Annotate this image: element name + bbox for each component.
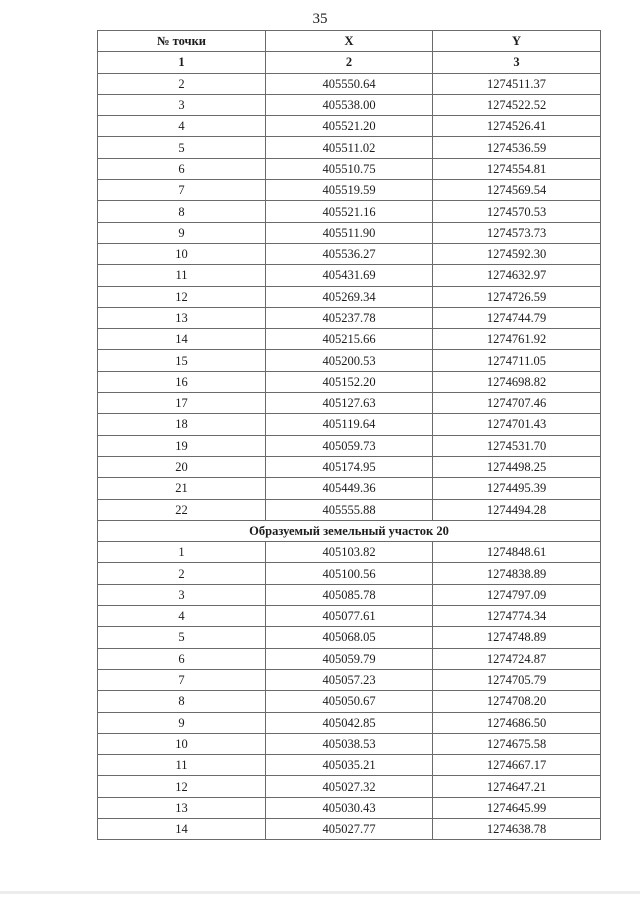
point-number-cell: 11 [98, 755, 266, 776]
table-row [98, 158, 601, 179]
x-coordinate-cell: 405127.63 [266, 393, 433, 414]
point-number-cell: 4 [98, 116, 266, 137]
point-number-cell: 6 [98, 158, 266, 179]
point-number-cell: 1 [98, 542, 266, 563]
x-coordinate-cell: 405119.64 [266, 414, 433, 435]
table-row [98, 243, 601, 264]
x-coordinate-cell: 405100.56 [266, 563, 433, 584]
y-coordinate-cell: 1274848.61 [433, 542, 601, 563]
y-coordinate-cell: 1274698.82 [433, 371, 601, 392]
table-row [98, 414, 601, 435]
point-number-cell: 10 [98, 733, 266, 754]
table-row [98, 755, 601, 776]
point-number-cell: 3 [98, 94, 266, 115]
y-coordinate-cell: 1274495.39 [433, 478, 601, 499]
table-row [98, 350, 601, 371]
table-row [98, 776, 601, 797]
page-number: 35 [312, 11, 328, 27]
point-number-cell: 19 [98, 435, 266, 456]
table-row [98, 180, 601, 201]
y-coordinate-cell: 1274632.97 [433, 265, 601, 286]
y-coordinate-cell: 1274573.73 [433, 222, 601, 243]
y-coordinate-cell: 1274748.89 [433, 627, 601, 648]
table-row [98, 627, 601, 648]
x-coordinate-cell: 405085.78 [266, 584, 433, 605]
column-number-cell: 2 [266, 52, 433, 73]
point-number-cell: 6 [98, 648, 266, 669]
y-coordinate-cell: 1274797.09 [433, 584, 601, 605]
y-coordinate-cell: 1274744.79 [433, 307, 601, 328]
table-row [98, 648, 601, 669]
coordinates-table [97, 30, 601, 840]
table-row [98, 456, 601, 477]
table-row [98, 733, 601, 754]
x-coordinate-cell: 405510.75 [266, 158, 433, 179]
point-number-cell: 18 [98, 414, 266, 435]
x-coordinate-cell: 405555.88 [266, 499, 433, 520]
table-row [98, 669, 601, 690]
y-coordinate-cell: 1274675.58 [433, 733, 601, 754]
table-row [98, 94, 601, 115]
y-coordinate-cell: 1274724.87 [433, 648, 601, 669]
y-coordinate-cell: 1274526.41 [433, 116, 601, 137]
x-coordinate-cell: 405536.27 [266, 243, 433, 264]
x-coordinate-cell: 405550.64 [266, 73, 433, 94]
point-number-cell: 21 [98, 478, 266, 499]
point-number-cell: 13 [98, 307, 266, 328]
point-number-cell: 7 [98, 180, 266, 201]
table-row [98, 116, 601, 137]
y-coordinate-cell: 1274707.46 [433, 393, 601, 414]
y-coordinate-cell: 1274592.30 [433, 243, 601, 264]
point-number-cell: 17 [98, 393, 266, 414]
y-coordinate-cell: 1274761.92 [433, 329, 601, 350]
table-row [98, 222, 601, 243]
header-point-number: № точки [98, 31, 266, 52]
section-title: Образуемый земельный участок 20 [98, 520, 601, 541]
y-coordinate-cell: 1274701.43 [433, 414, 601, 435]
table-row [98, 691, 601, 712]
point-number-cell: 5 [98, 627, 266, 648]
y-coordinate-cell: 1274494.28 [433, 499, 601, 520]
point-number-cell: 15 [98, 350, 266, 371]
table-row [98, 797, 601, 818]
table-row [98, 818, 601, 839]
table-row [98, 201, 601, 222]
point-number-cell: 7 [98, 669, 266, 690]
x-coordinate-cell: 405237.78 [266, 307, 433, 328]
point-number-cell: 16 [98, 371, 266, 392]
x-coordinate-cell: 405521.16 [266, 201, 433, 222]
x-coordinate-cell: 405511.02 [266, 137, 433, 158]
table-row [98, 435, 601, 456]
x-coordinate-cell: 405059.73 [266, 435, 433, 456]
x-coordinate-cell: 405068.05 [266, 627, 433, 648]
x-coordinate-cell: 405174.95 [266, 456, 433, 477]
x-coordinate-cell: 405027.32 [266, 776, 433, 797]
y-coordinate-cell: 1274705.79 [433, 669, 601, 690]
point-number-cell: 2 [98, 73, 266, 94]
table-row [98, 329, 601, 350]
table-row [98, 542, 601, 563]
point-number-cell: 4 [98, 606, 266, 627]
table-row [98, 712, 601, 733]
header-x: X [266, 31, 433, 52]
x-coordinate-cell: 405431.69 [266, 265, 433, 286]
column-number-cell: 3 [433, 52, 601, 73]
point-number-cell: 13 [98, 797, 266, 818]
point-number-cell: 22 [98, 499, 266, 520]
point-number-cell: 3 [98, 584, 266, 605]
x-coordinate-cell: 405027.77 [266, 818, 433, 839]
x-coordinate-cell: 405200.53 [266, 350, 433, 371]
header-y: Y [433, 31, 601, 52]
y-coordinate-cell: 1274536.59 [433, 137, 601, 158]
x-coordinate-cell: 405511.90 [266, 222, 433, 243]
column-numbers-row [98, 52, 601, 73]
y-coordinate-cell: 1274774.34 [433, 606, 601, 627]
x-coordinate-cell: 405449.36 [266, 478, 433, 499]
point-number-cell: 8 [98, 201, 266, 222]
y-coordinate-cell: 1274667.17 [433, 755, 601, 776]
x-coordinate-cell: 405521.20 [266, 116, 433, 137]
table-row [98, 606, 601, 627]
x-coordinate-cell: 405042.85 [266, 712, 433, 733]
point-number-cell: 8 [98, 691, 266, 712]
point-number-cell: 20 [98, 456, 266, 477]
x-coordinate-cell: 405030.43 [266, 797, 433, 818]
table-row [98, 499, 601, 520]
y-coordinate-cell: 1274569.54 [433, 180, 601, 201]
x-coordinate-cell: 405538.00 [266, 94, 433, 115]
x-coordinate-cell: 405077.61 [266, 606, 433, 627]
section-row [98, 520, 601, 541]
x-coordinate-cell: 405057.23 [266, 669, 433, 690]
point-number-cell: 5 [98, 137, 266, 158]
x-coordinate-cell: 405215.66 [266, 329, 433, 350]
y-coordinate-cell: 1274686.50 [433, 712, 601, 733]
y-coordinate-cell: 1274708.20 [433, 691, 601, 712]
table-row [98, 307, 601, 328]
table-row [98, 286, 601, 307]
y-coordinate-cell: 1274645.99 [433, 797, 601, 818]
header-row [98, 31, 601, 52]
table-row [98, 393, 601, 414]
x-coordinate-cell: 405152.20 [266, 371, 433, 392]
y-coordinate-cell: 1274522.52 [433, 94, 601, 115]
y-coordinate-cell: 1274531.70 [433, 435, 601, 456]
point-number-cell: 11 [98, 265, 266, 286]
page-bottom-edge [0, 891, 640, 894]
point-number-cell: 10 [98, 243, 266, 264]
table-row [98, 265, 601, 286]
x-coordinate-cell: 405103.82 [266, 542, 433, 563]
y-coordinate-cell: 1274638.78 [433, 818, 601, 839]
y-coordinate-cell: 1274838.89 [433, 563, 601, 584]
point-number-cell: 12 [98, 286, 266, 307]
point-number-cell: 9 [98, 712, 266, 733]
x-coordinate-cell: 405519.59 [266, 180, 433, 201]
point-number-cell: 2 [98, 563, 266, 584]
x-coordinate-cell: 405050.67 [266, 691, 433, 712]
table-row [98, 137, 601, 158]
y-coordinate-cell: 1274511.37 [433, 73, 601, 94]
table-row [98, 371, 601, 392]
point-number-cell: 14 [98, 818, 266, 839]
point-number-cell: 9 [98, 222, 266, 243]
column-number-cell: 1 [98, 52, 266, 73]
y-coordinate-cell: 1274554.81 [433, 158, 601, 179]
point-number-cell: 12 [98, 776, 266, 797]
x-coordinate-cell: 405059.79 [266, 648, 433, 669]
point-number-cell: 14 [98, 329, 266, 350]
y-coordinate-cell: 1274570.53 [433, 201, 601, 222]
y-coordinate-cell: 1274498.25 [433, 456, 601, 477]
x-coordinate-cell: 405035.21 [266, 755, 433, 776]
table-row [98, 478, 601, 499]
table-row [98, 584, 601, 605]
x-coordinate-cell: 405038.53 [266, 733, 433, 754]
table-row [98, 563, 601, 584]
x-coordinate-cell: 405269.34 [266, 286, 433, 307]
y-coordinate-cell: 1274647.21 [433, 776, 601, 797]
y-coordinate-cell: 1274726.59 [433, 286, 601, 307]
table-row [98, 73, 601, 94]
y-coordinate-cell: 1274711.05 [433, 350, 601, 371]
